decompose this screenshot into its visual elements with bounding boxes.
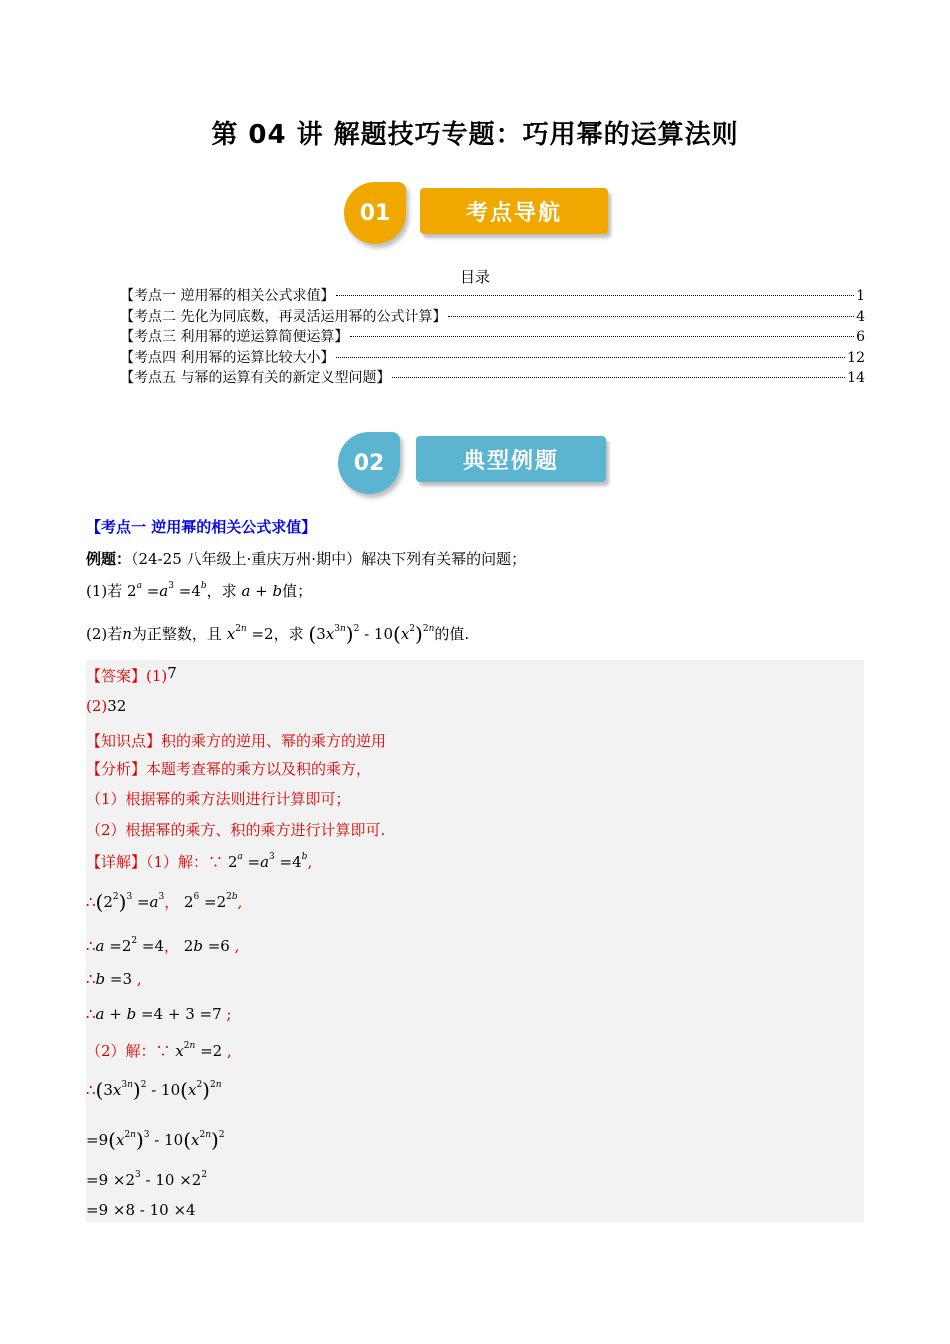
- detail-line-2: $\therefore(2^2)^3 =a^3$， $2^6 =2^{2b}$,: [86, 890, 243, 914]
- banner-number: 02: [338, 432, 400, 494]
- detail-line-8: $=9(x^{2n})^3 - 10(x^{2n})^2$: [86, 1128, 225, 1152]
- detail-line-6: （2）解：∵ $x^{2n} =2$ ,: [86, 1041, 232, 1060]
- detail-line-1: 【详解】（1）解：∵ $2^a =a^3 =4^b$,: [86, 852, 313, 871]
- page-title: 第 04 讲 解题技巧专题：巧用幂的运算法则: [211, 120, 739, 150]
- formula: $(3x^{3n})^2 - 10(x^2)^{2n}$: [308, 622, 435, 646]
- detail-line-10: =9 ×8 - 10 ×4: [86, 1201, 196, 1219]
- table-of-contents: [120, 286, 865, 389]
- example-line: [86, 548, 526, 569]
- toc-item[interactable]: 【考点一 逆用幂的相关公式求值】 1: [120, 288, 865, 304]
- detail-line-7: $\therefore(3x^{3n})^2 - 10(x^2)^{2n}$: [86, 1078, 222, 1102]
- question-1: (1)若 $2^a =a^3 =4^b$，求 a + b值；: [86, 581, 313, 600]
- toc-item[interactable]: 【考点二 先化为同底数，再灵活运用幂的公式计算】 4: [120, 308, 865, 325]
- formula: $x^{2n} =2$: [226, 624, 274, 643]
- banner-label: 典型例题: [416, 436, 606, 482]
- formula: $2^a =a^3 =4^b$: [127, 581, 207, 600]
- detail-line-5: ∴a + b =4 + 3 =7 ;: [86, 1005, 232, 1023]
- toc-item[interactable]: 【考点五 与幂的运算有关的新定义型问题】 14: [120, 370, 865, 386]
- example-label: 例题：: [86, 550, 132, 568]
- analysis: 【分析】本题考查幂的乘方以及积的乘方，: [86, 760, 372, 778]
- toc-item[interactable]: 【考点三 利用幂的逆运算简便运算】 6: [120, 329, 865, 345]
- question-2: (2)若n为正整数，且 $x^{2n} =2$，求 $(3x^{3n})^2 - 10(x^2)^{2n}$的值.: [86, 622, 470, 646]
- toc-heading: 目录: [459, 268, 490, 286]
- analysis-2: （2）根据幂的乘方、积的乘方进行计算即可.: [86, 821, 386, 839]
- answer-2: (2)32: [86, 697, 127, 715]
- banner-dianxing-liti: [336, 428, 612, 498]
- answer-1: 【答案】(1)7: [86, 664, 177, 685]
- example-source: （24-25 八年级上·重庆万州·期中）解决下列有关幂的问题；: [131, 550, 527, 568]
- analysis-1: （1）根据幂的乘方法则进行计算即可；: [86, 790, 351, 808]
- banner-number: 01: [344, 182, 406, 244]
- toc-item[interactable]: 【考点四 利用幂的运算比较大小】 12: [120, 349, 865, 366]
- detail-line-3: ∴a $=2^2 =4$， 2b =6 ,: [86, 936, 240, 955]
- section-heading: 【考点一 逆用幂的相关公式求值】: [86, 518, 317, 536]
- banner-kaodian-daohang: [342, 178, 612, 248]
- detail-line-9: $=9 \times 2^3 - 10 \times 2^2$: [86, 1170, 208, 1189]
- detail-line-4: ∴b =3 ,: [86, 970, 142, 988]
- banner-label: 考点导航: [420, 188, 608, 234]
- knowledge-point: 【知识点】积的乘方的逆用、幂的乘方的逆用: [86, 732, 387, 750]
